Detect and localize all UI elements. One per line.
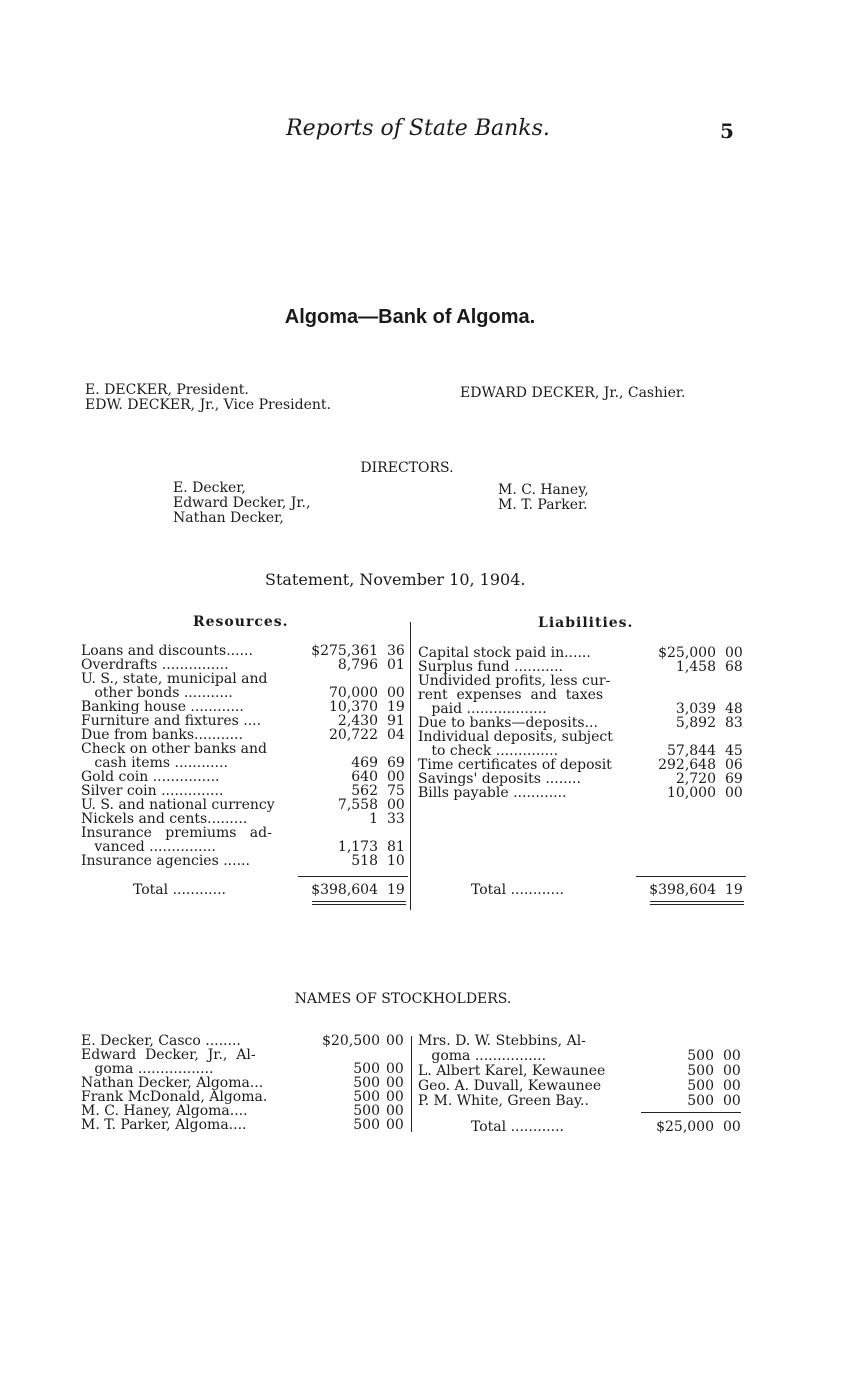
resource-row-label: U. S., state, municipal and: [81, 671, 268, 687]
resource-row-amount-dollars: 562: [351, 783, 378, 799]
stockholder-right-amount-cents: 00: [723, 1063, 741, 1079]
resource-row-amount-dollars: 10,370: [329, 699, 378, 715]
liabilities-total-rule: [636, 876, 746, 877]
resource-row-label: Due from banks...........: [81, 727, 243, 743]
liability-row-label: Undivided profits, less cur-: [418, 673, 611, 689]
resource-row-amount-dollars: 70,000: [329, 685, 378, 701]
stockholder-left-amount-cents: 00: [386, 1075, 404, 1091]
stockholder-right-label: P. M. White, Green Bay..: [418, 1093, 589, 1109]
resource-row-label: U. S. and national currency: [81, 797, 275, 813]
page-number: 5: [720, 119, 734, 143]
liabilities-double-rule: [650, 901, 744, 905]
resources-total-label: Total ............: [133, 882, 226, 898]
liability-row-amount-dollars: 292,648: [658, 757, 716, 773]
stockholder-right-label: Mrs. D. W. Stebbins, Al-: [418, 1033, 586, 1049]
resource-row-amount-dollars: $275,361: [311, 643, 378, 659]
resource-row-amount-cents: 00: [387, 797, 405, 813]
stockholders-total-label: Total ............: [471, 1119, 564, 1135]
resource-row-amount-cents: 75: [387, 783, 405, 799]
liability-row-amount-cents: 06: [725, 757, 743, 773]
director-left-1: E. Decker,: [173, 480, 246, 496]
stockholder-left-amount-dollars: 500: [353, 1103, 380, 1119]
stockholder-left-amount-cents: 00: [386, 1033, 404, 1049]
resource-row-amount-cents: 04: [387, 727, 405, 743]
officer-vice-president: EDW. DECKER, Jr., Vice President.: [85, 397, 331, 413]
liability-row-label: Individual deposits, subject: [418, 729, 613, 745]
liabilities-heading: Liabilities.: [538, 615, 634, 631]
resource-row-amount-dollars: 2,430: [337, 713, 378, 729]
resource-row-label: Insurance premiums ad-: [81, 825, 272, 841]
resource-row-amount-dollars: 469: [351, 755, 378, 771]
liability-row-label: Capital stock paid in......: [418, 645, 591, 661]
running-header-title: Reports of State Banks.: [286, 116, 550, 141]
liability-row-amount-dollars: 10,000: [667, 785, 716, 801]
resource-row-label: Loans and discounts......: [81, 643, 253, 659]
bank-title: Algoma—Bank of Algoma.: [284, 306, 536, 328]
liabilities-total-label: Total ............: [471, 882, 564, 898]
stockholder-left-amount-cents: 00: [386, 1103, 404, 1119]
resource-row-amount-cents: 91: [387, 713, 405, 729]
resources-heading: Resources.: [193, 614, 289, 630]
resource-row-amount-cents: 10: [387, 853, 405, 869]
resource-row-amount-dollars: 7,558: [337, 797, 378, 813]
resource-row-amount-dollars: 8,796: [337, 657, 378, 673]
stockholder-left-label: Frank McDonald, Algoma.: [81, 1089, 268, 1105]
director-left-3: Nathan Decker,: [173, 510, 284, 526]
stockholder-left-amount-dollars: $20,500: [322, 1033, 380, 1049]
liability-row-amount-dollars: $25,000: [658, 645, 716, 661]
stockholders-total-dollars: $25,000: [656, 1119, 714, 1135]
stockholder-right-amount-cents: 00: [723, 1093, 741, 1109]
resource-row-amount-dollars: 1,173: [337, 839, 378, 855]
liability-row-label: paid ..................: [418, 701, 547, 717]
liability-row-amount-cents: 48: [725, 701, 743, 717]
resource-row-label: other bonds ...........: [81, 685, 233, 701]
liability-row-label: Time certificates of deposit: [418, 757, 612, 773]
stockholder-left-label: goma .................: [81, 1061, 214, 1077]
liability-row-label: Surplus fund ...........: [418, 659, 563, 675]
liability-row-amount-cents: 00: [725, 645, 743, 661]
resource-row-amount-cents: 00: [387, 769, 405, 785]
resource-row-amount-dollars: 518: [351, 853, 378, 869]
statement-title: Statement, November 10, 1904.: [265, 570, 526, 589]
stockholders-total-rule: [641, 1112, 741, 1113]
stockholder-left-amount-dollars: 500: [353, 1075, 380, 1091]
stockholder-right-amount-dollars: 500: [687, 1078, 714, 1094]
liability-row-amount-cents: 45: [725, 743, 743, 759]
resources-total-rule: [298, 876, 408, 877]
director-right-1: M. C. Haney,: [498, 482, 589, 498]
resource-row-amount-cents: 01: [387, 657, 405, 673]
officer-cashier: EDWARD DECKER, Jr., Cashier.: [460, 385, 686, 401]
resource-row-label: Nickels and cents.........: [81, 811, 248, 827]
liability-row-amount-cents: 69: [725, 771, 743, 787]
liability-row-label: Savings' deposits ........: [418, 771, 581, 787]
stockholder-left-label: M. T. Parker, Algoma....: [81, 1117, 247, 1133]
stockholder-right-label: Geo. A. Duvall, Kewaunee: [418, 1078, 602, 1094]
liability-row-label: Due to banks—deposits...: [418, 715, 598, 731]
resource-row-amount-dollars: 1: [369, 811, 378, 827]
stockholder-right-amount-cents: 00: [723, 1078, 741, 1094]
stockholder-right-amount-cents: 00: [723, 1048, 741, 1064]
stockholder-right-amount-dollars: 500: [687, 1093, 714, 1109]
stockholder-left-label: M. C. Haney, Algoma....: [81, 1103, 248, 1119]
stockholder-right-label: goma ................: [418, 1048, 547, 1064]
liability-row-label: Bills payable ............: [418, 785, 567, 801]
stockholder-right-label: L. Albert Karel, Kewaunee: [418, 1063, 606, 1079]
resource-row-label: Furniture and fixtures ....: [81, 713, 262, 729]
stockholder-right-amount-dollars: 500: [687, 1048, 714, 1064]
resource-row-amount-dollars: 20,722: [329, 727, 378, 743]
stockholders-column-divider: [411, 1036, 412, 1132]
stockholder-left-amount-cents: 00: [386, 1089, 404, 1105]
liability-row-amount-cents: 83: [725, 715, 743, 731]
stockholder-left-amount-cents: 00: [386, 1061, 404, 1077]
stockholder-right-amount-dollars: 500: [687, 1063, 714, 1079]
directors-heading: DIRECTORS.: [360, 460, 454, 476]
liability-row-amount-cents: 00: [725, 785, 743, 801]
liability-row-amount-dollars: 1,458: [675, 659, 716, 675]
resource-row-amount-cents: 00: [387, 685, 405, 701]
resources-total-dollars: $398,604: [311, 882, 378, 898]
statement-column-divider: [410, 622, 411, 910]
resource-row-label: Check on other banks and: [81, 741, 267, 757]
stockholder-left-amount-dollars: 500: [353, 1117, 380, 1133]
liability-row-amount-dollars: 2,720: [675, 771, 716, 787]
stockholder-left-label: Nathan Decker, Algoma...: [81, 1075, 264, 1091]
stockholder-left-amount-cents: 00: [386, 1117, 404, 1133]
resource-row-amount-cents: 81: [387, 839, 405, 855]
director-left-2: Edward Decker, Jr.,: [173, 495, 311, 511]
liability-row-amount-dollars: 3,039: [675, 701, 716, 717]
liability-row-amount-dollars: 5,892: [675, 715, 716, 731]
liabilities-total-dollars: $398,604: [649, 882, 716, 898]
resources-double-rule: [312, 901, 406, 905]
resource-row-label: cash items ............: [81, 755, 228, 771]
stockholder-left-label: Edward Decker, Jr., Al-: [81, 1047, 256, 1063]
resource-row-label: Silver coin ..............: [81, 783, 224, 799]
stockholders-heading: NAMES OF STOCKHOLDERS.: [294, 991, 512, 1007]
resource-row-amount-cents: 33: [387, 811, 405, 827]
resource-row-label: Banking house ............: [81, 699, 244, 715]
stockholder-left-amount-dollars: 500: [353, 1089, 380, 1105]
stockholder-left-label: E. Decker, Casco ........: [81, 1033, 241, 1049]
liability-row-amount-dollars: 57,844: [667, 743, 716, 759]
liability-row-label: to check ..............: [418, 743, 559, 759]
resource-row-label: vanced ...............: [81, 839, 216, 855]
resource-row-label: Insurance agencies ......: [81, 853, 250, 869]
resource-row-amount-cents: 69: [387, 755, 405, 771]
resource-row-label: Gold coin ...............: [81, 769, 220, 785]
liability-row-amount-cents: 68: [725, 659, 743, 675]
director-right-2: M. T. Parker.: [498, 497, 588, 513]
stockholder-left-amount-dollars: 500: [353, 1061, 380, 1077]
liability-row-label: rent expenses and taxes: [418, 687, 604, 703]
resource-row-label: Overdrafts ...............: [81, 657, 229, 673]
liabilities-total-cents: 19: [725, 882, 743, 898]
resources-total-cents: 19: [387, 882, 405, 898]
resource-row-amount-cents: 19: [387, 699, 405, 715]
resource-row-amount-dollars: 640: [351, 769, 378, 785]
resource-row-amount-cents: 36: [387, 643, 405, 659]
officer-president: E. DECKER, President.: [85, 382, 249, 398]
stockholders-total-cents: 00: [723, 1119, 741, 1135]
